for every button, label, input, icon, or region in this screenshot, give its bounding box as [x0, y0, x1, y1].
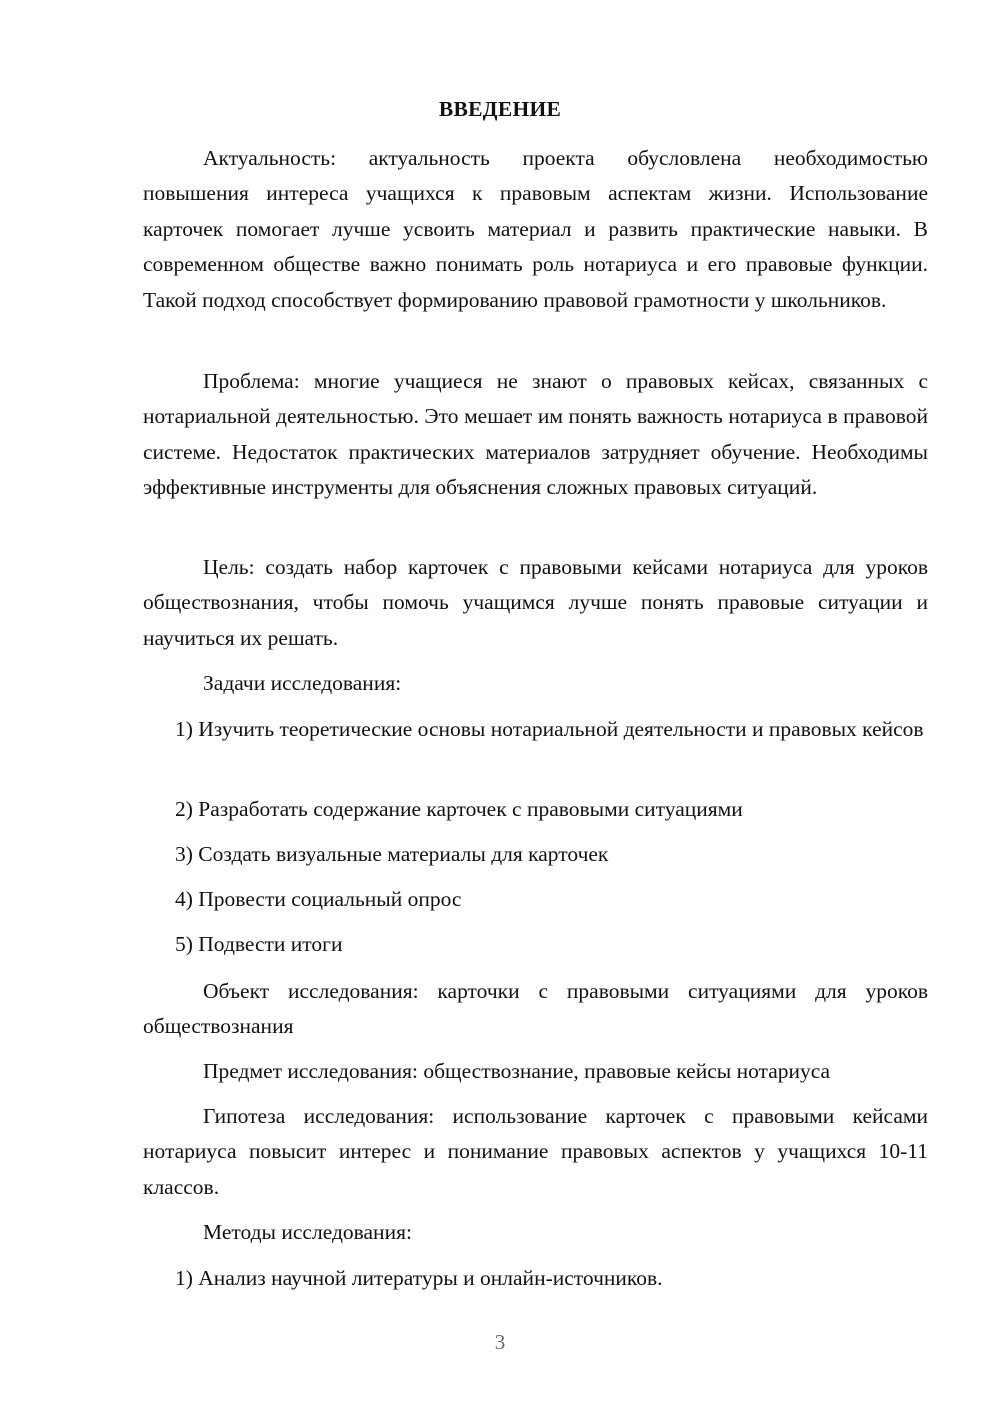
section-heading: ВВЕДЕНИЕ [438, 97, 562, 121]
page-number: 3 [494, 1330, 506, 1354]
problem-paragraph: Проблема: многие учащиеся не знают о правовых кейсах, связанных с нотариальной деятельностью. Это мешает им понять важность нотариуса в правовой системе. Недостаток практических материалов затрудняет обучение. Необходимы эффективные инструменты для объяснения сложных правовых ситуаций. [143, 369, 928, 500]
object-paragraph: Объект исследования: карточки с правовыми ситуациями для уроков обществознания [143, 979, 928, 1039]
relevance-paragraph: Актуальность: актуальность проекта обусловлена необходимостью повышения интереса учащихся к правовым аспектам жизни. Использование карточек помогает лучше усвоить материал и развить практические навыки. В современном обществе важно понимать роль нотариуса и его правовые функции. Такой подход способствует формированию правовой грамотности у школьников. [143, 146, 928, 312]
subject-paragraph: Предмет исследования: обществознание, правовые кейсы нотариуса [203, 1059, 831, 1083]
goal-paragraph: Цель: создать набор карточек с правовыми кейсами нотариуса для уроков обществознания, чтобы помочь учащимся лучше понять правовые ситуации и научиться их решать. [143, 555, 928, 650]
task-item: 5) Подвести итоги [175, 932, 343, 956]
hypothesis-paragraph: Гипотеза исследования: использование карточек с правовыми кейсами нотариуса повысит интерес и понимание правовых аспектов у учащихся 10-11 классов. [143, 1104, 928, 1199]
task-item: 2) Разработать содержание карточек с правовыми ситуациями [175, 797, 743, 821]
task-item: 1) Изучить теоретические основы нотариальной деятельности и правовых кейсов [175, 717, 924, 741]
tasks-title: Задачи исследования: [203, 671, 402, 695]
task-item: 3) Создать визуальные материалы для карточек [175, 842, 609, 866]
methods-title: Методы исследования: [203, 1220, 412, 1244]
task-item: 4) Провести социальный опрос [175, 887, 462, 911]
method-item: 1) Анализ научной литературы и онлайн-источников. [175, 1266, 663, 1290]
